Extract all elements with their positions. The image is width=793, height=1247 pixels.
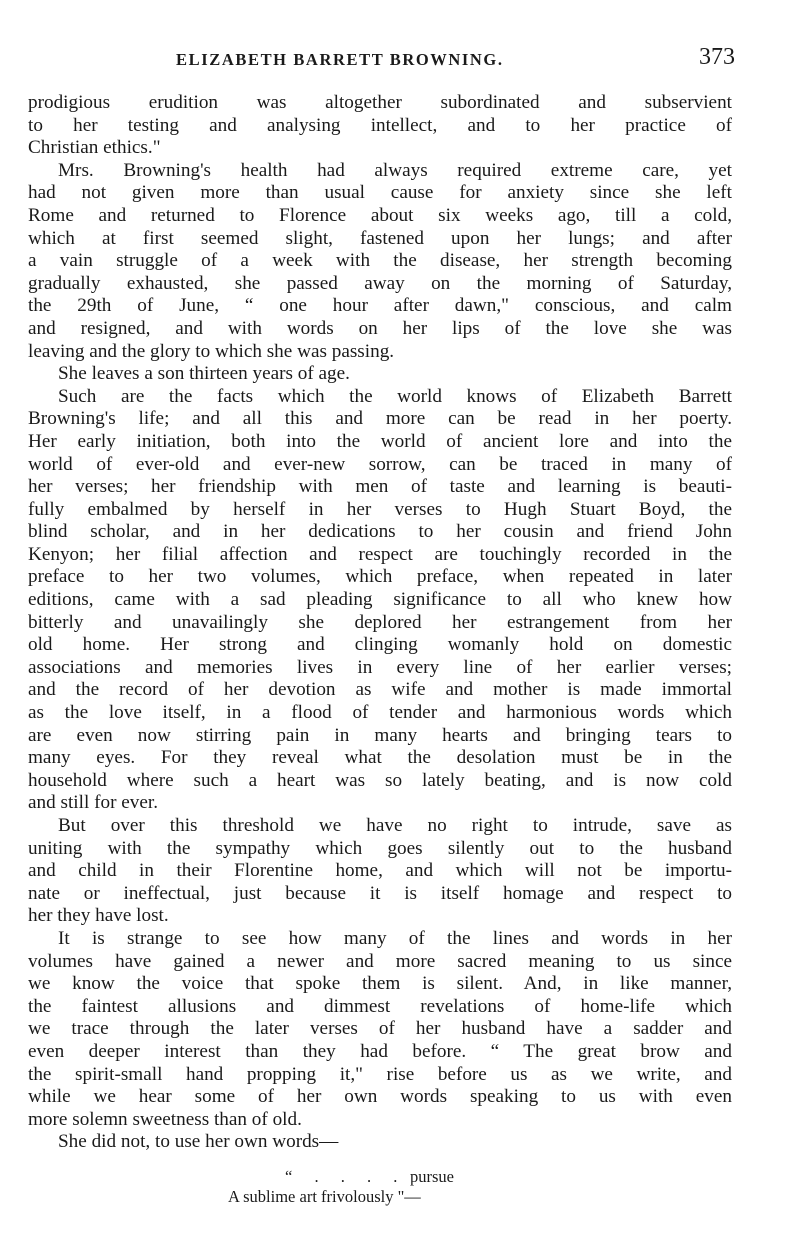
text-line: her verses; her friendship with men of taste and learning is beauti- <box>28 476 732 498</box>
text-line: we know the voice that spoke them is silent. And, in like manner, <box>28 973 732 995</box>
text-line: Christian ethics." <box>28 137 161 159</box>
text-line: But over this threshold we have no right to intrude, save as <box>58 815 732 836</box>
text-line: the 29th of June, “ one hour after dawn," conscious, and calm <box>28 295 732 317</box>
text-line: many eyes. For they reveal what the desolation must be in the <box>28 747 732 769</box>
text-line: Such are the facts which the world knows of Elizabeth Barrett <box>58 385 732 407</box>
text-line: blind scholar, and in her dedications to her cousin and friend John <box>28 521 732 543</box>
text-line: the faintest allusions and dimmest revelations of home-life which <box>28 995 732 1017</box>
text-line: and child in their Florentine home, and which will not be importu- <box>28 860 732 882</box>
text-line: while we hear some of her own words speaking to us with even <box>28 1086 732 1108</box>
text-line: a vain struggle of a week with the disease, her strength becoming <box>28 250 732 272</box>
text-line: which at first seemed slight, fastened upon her lungs; and after <box>28 227 732 249</box>
text-line: bitterly and unavailingly she deplored her estrangement from her <box>28 611 732 633</box>
verse-word: pursue <box>410 1167 454 1186</box>
text-line: Kenyon; her filial affection and respect are touchingly recorded in the <box>28 543 732 565</box>
text-line: as the love itself, in a flood of tender and harmonious words which <box>28 702 732 724</box>
running-title: ELIZABETH BARRETT BROWNING. <box>176 50 504 69</box>
text-line: and the record of her devotion as wife and mother is made immortal <box>28 679 732 701</box>
verse-ellipsis: “ . . . . <box>285 1167 407 1186</box>
body-text <box>28 92 732 1154</box>
text-line: volumes have gained a newer and more sacred meaning to us since <box>28 950 732 972</box>
text-line: Her early initiation, both into the world of ancient lore and into the <box>28 430 732 452</box>
text-line: uniting with the sympathy which goes silently out to the husband <box>28 837 732 859</box>
text-line: we trace through the later verses of her husband have a sadder and <box>28 1018 732 1040</box>
text-line: leaving and the glory to which she was passing. <box>28 340 395 362</box>
verse-text: A sublime art frivolously "— <box>228 1187 421 1206</box>
text-line: and resigned, and with words on her lips of the love she was <box>28 317 732 339</box>
text-line: the spirit-small hand propping it," rise before us as we write, and <box>28 1063 732 1085</box>
page-number: 373 <box>699 44 735 70</box>
text-line: editions, came with a sad pleading significance to all who knew how <box>28 589 732 611</box>
text-line: her they have lost. <box>28 905 169 927</box>
text-line: gradually exhausted, she passed away on the morning of Saturday, <box>28 272 732 294</box>
text-line: fully embalmed by herself in her verses to Hugh Stuart Boyd, the <box>28 498 732 520</box>
text-line: more solemn sweetness than of old. <box>28 1108 302 1130</box>
page-header <box>28 44 735 76</box>
text-line: preface to her two volumes, which preface, when repeated in later <box>28 566 732 588</box>
text-line: Rome and returned to Florence about six weeks ago, till a cold, <box>28 204 732 226</box>
text-line: household where such a heart was so lately beating, and is now cold <box>28 769 732 791</box>
text-line: It is strange to see how many of the lines and words in her <box>58 927 732 949</box>
text-line: associations and memories lives in every line of her earlier verses; <box>28 656 732 678</box>
text-line: She did not, to use her own words— <box>58 1131 339 1153</box>
text-line: She leaves a son thirteen years of age. <box>58 363 350 385</box>
text-line: prodigious erudition was altogether subordinated and subservient <box>28 92 732 113</box>
text-line: to her testing and analysing intellect, and to her practice of <box>28 114 732 136</box>
text-line: nate or ineffectual, just because it is itself homage and respect to <box>28 882 732 904</box>
text-line: had not given more than usual cause for anxiety since she left <box>28 182 732 204</box>
text-line: old home. Her strong and clinging womanly hold on domestic <box>28 634 732 656</box>
text-line: even deeper interest than they had before. “ The great brow and <box>28 1040 732 1062</box>
text-line: Browning's life; and all this and more can be read in her poerty. <box>28 408 732 430</box>
text-line: and still for ever. <box>28 792 159 814</box>
text-line: Mrs. Browning's health had always required extreme care, yet <box>58 159 732 181</box>
text-line: world of ever-old and ever-new sorrow, can be traced in many of <box>28 453 732 475</box>
text-line: are even now stirring pain in many hearts and bringing tears to <box>28 724 732 746</box>
